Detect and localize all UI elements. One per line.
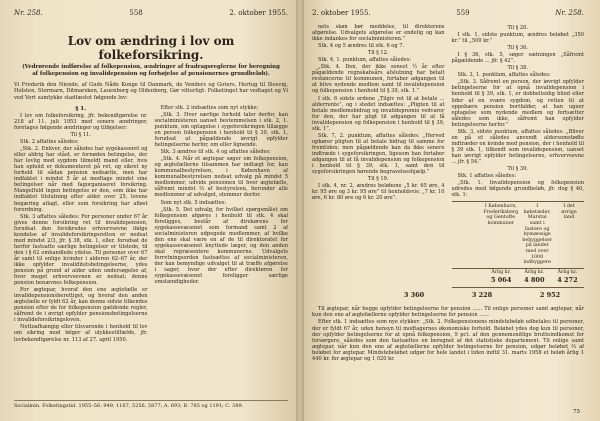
paragraph: nets skøn bør meddeles, til direkterens afgørelse. Udvalgets afgørelse er endelig og kan ikke indankes for socialministeren.” [312,24,445,43]
paragraph: I § 36, stk. 5, søger sætningen „Såfremt pågældende ... jfr. § 42”. [451,52,584,65]
paragraph: „Stk. 2. Enhver, der således har sygekasseret og eller aldrig har stået, er fornøden betingelse, der har lovlig mod sygdom tilmeldt mand eller, hvis han ophold er dokumenteret på ret, og sikret ny forhold til sådan pension nedsætte, men har indfaktet i mindst 5 år at modtage mindst sine betingelser når med fagorganiseret forsikring. Mangelfuld ingen betingelse er den, som ikke har indfaktet tilslutning efter alder over 25, lovens begæring aflagt, eller som forsikring har afløst forordning. [14,146,148,213]
paragraph: Stk. 4 og 5 ændres til stk. 6 og 7. [318,43,405,50]
printed-page-number: 75 [573,409,580,415]
paragraph: I lov om folkeforsikring, jfr. bekendtgørelse nr. 218 af 11. juli 1953 med senere ændringer, foretages følgende ændringer og tilføjelser: [14,112,148,131]
right-header [312,8,584,18]
table-cell [452,276,485,285]
footnote: Socialmin. Folketingstid. 1955–56: 949, 1167, 5256, 5877; A. 693; B. 785 og 1191; C. 389. [14,400,288,409]
paragraph: I stk. 6 sidste ordene „Tilgiv ret til at betale ... alderrente”, og i stedet indsættes: „Pligten til at betale medlemsbidrag og invalidepremie vedvarer for den, der har pligt til adgangen til at få invalidepension og folkepension i henhold til § 39, stk. 1”. [312,95,445,132]
left-column-2 [155,105,289,344]
right-page [300,0,600,421]
paragraph: „Stk. 1. Invalidepension og folkepension udredes med følgende grundbeløb, jfr. dog § 40, stk. 1: [451,180,584,199]
right-column-2-text [452,25,585,198]
left-header [14,8,288,18]
right-column-1 [312,24,445,290]
table-row [312,290,584,302]
paragraph: „Stk. 3. Hver særlige forhold taler derfor, kan socialministeren uanset bestemmelsen i stk. 2, 1. punktum, om optagelse i sygeforsikringen tillægge en person folkepension i henhold til § 39, stk. 1, forudsat at pågældende iøvrigt opfylder betingelserne herfor, om eller lignende. [154,111,288,149]
table-cell: 5 064 [491,276,512,285]
table-unit-cell: Årlig kr. [557,269,578,275]
law-intro: Vi Frederik den Niende, af Guds Nåde Konge til Danmark, de Venders og Goters, Hertug til Slesvig, Holsten, Stormarn, Ditmarsken, Lauenborg og Oldenborg, Gør vitterligt: Folketinget har vedtaget og Vi ved Vort samtykke stadfæstet følgende lov: [14,82,288,101]
table-header-cell: I København, Frederiksberg og Gentofte kommuner [483,204,519,227]
left-column-1 [14,105,148,344]
table-unit-cell: Årlig kr. [491,269,511,275]
left-header-nr: Nr. 258. [14,9,43,17]
right-column-2 [452,24,585,290]
table-header-cell: I købstæder, Marstal samt i fastere og bymæssige bebyggelser på landet med over 1000 indbyggere [522,204,553,266]
table-cell: 4 800 [524,276,545,285]
paragraph: „Stk. 3. Såfremt en person, der iøvrigt opfylder betingelserne for at opnå invalidepension i henhold til § 39, stk. 1, er dobbeltsidig blind eller lider af en svære sygdom, og retten til at oppebære pension bortfalder, at han ugeer optagelse som nydende medlem og fortsætter således som ikke, såfremt han opfylder betingelserne herfor.” [451,79,584,128]
paragraph: Til ægtepar, når begge opfylder betingelserne for pension ...... Til enlige personer samt ægtepar, når kun den ene af ægtefællerne opfylder betingelserne for pension ...... [312,306,584,319]
paragraph: For ægtepar, hvoraf den ene ægtefælle er invalidepensionsberettiget, og hvoraf den anden ægtefælle er fyldt 62 år, kan denne sidste tilkendes pension efter de for folkepension gældende regler, såfremt de i øvrigt opfylder pensionsbetingelserne i invalideforsikringsloven. [14,287,148,324]
left-header-date: 2. oktober 1955. [229,9,288,17]
paragraph: Stk. 7, 2. punktum, affattes således: „Herved ophører pligten til at betale bidrag til samme for fremtiden; men pågældende kan da ikke senere indtræde i sygeforsikringen, ligesom han fortaber adgangen til at få invalidepension og folkepension i henhold til § 39, stk. 1, samt den til sygeforsikringen hørende begravelseshjælp.” [312,132,445,176]
section-heading: Til § 19. [367,176,389,183]
law-title: Lov om ændring i lov om folkeforsikring. [67,34,235,62]
right-header-date: 2. oktober 1955. [312,9,371,17]
table-cell: 2 952 [539,291,561,300]
section-heading: § 1. [75,105,87,112]
table-cell: 4 272 [557,276,578,285]
paragraph: „Stk. 4. Når et ægtepar søger om folkepension, og ægtefællerne tilsammen har indtægt for, kan kommunalbestyrelsen, i København af kommunalbestyrelsen nedsat udvalg på mindst 5 medlemmer, udvide pensionen til hver ægtefælle, såfremt mindst ⅔ af bestyrelsen, herunder alle medlemmer af udvalget, stemmer derfor. [154,156,288,199]
pension-table-header [452,202,585,269]
paragraph: Stk. 3, sidste punktum, affattes således: „Bliver en på et således anvendt aldersomstødte indtræder en kvinde med pension, der i henhold til § 39 stk. 1, tilkendt som invalidepension, uanset han iøvrigt opfylder betingelserne, erhvervsevne ... jfr. § 54.” [451,128,584,165]
paragraph: Efter stk. 2 indsættes som nyt stykke: [160,104,259,111]
paragraph: Nettoafhængig eller tilsvarende i henhold til lov om sikring mod følger af ulykkestilfælde, jfr. lovbekendtgørelse nr. 113 af 27. april 1950. [14,324,148,343]
paragraph: Stk. 1 affattes således: [457,173,517,180]
paragraph: „Stk. 4. Den, der ikke senest ½ år efter pågældende regnskabsårs afslutning har betalt restancerne til kommunen, fortaber adgangen til at blive nydende medlem samt til invalidepension og folkepension i henhold til § 39, stk. 1.” [312,64,445,95]
right-columns [312,24,584,290]
section-heading: Til § 20. [507,25,529,31]
table-cell: 3 228 [471,291,493,300]
right-after-text [312,306,584,362]
table-cell [312,291,380,300]
section-heading: Til § 36. [507,45,529,52]
table-cell: 3 360 [403,291,425,300]
paragraph: Efter stk. 1 indsættes som nye stykker: „Stk. 2. Folkepensionens mindstebeløb udbetales til personer, der er fyldt 67 år, uden hensyn til modtagernes økonomiske forhold. Beløbet ydes dog kun til personer, der opfylder betingelserne for at opnå folkepension, 9 pct. af den gennemsnitlige bruttoindkomst for forsørgere, således som den fastsættes en beregnet af det statistiske departement. Til enlige samt ægtepar, når kun den ene af ægtefællerne opfylder betingelserne for pension, udgør beløbet ⅔ af beløbet for ægtepar. Mindstebeløbet udgør for hele landet i tiden indtil 31. marts 1958 et beløb årlig 1 440 kr. for ægtepar og 1 020 kr. [312,319,584,362]
left-header-page: 558 [129,9,143,17]
right-header-nr: Nr. 258. [555,9,584,17]
paragraph: „Stk. 5. Det udvalg, for hvilket spørgsmålet om folkepension afgøres i henhold til stk. 4 skal foreligges, består af direkørens for sygekassevæsenet som formand samt 2 af socialministeren udpegede medlemmer, af hvilke den ene skal være en af de til direktoratet for sygekassevæsenet knyttede læger, og den anden skal repræsentere kommunerne. Udvalgets forretningsorden fastsættes af socialministeren, der kan bemyndige udvalget til at træffe afgørelse i sager, hvor der efter direktøren for sygekassevæsenet foreligger særlige omstændigheder. [154,206,288,286]
section-heading: Til § 38. [507,65,529,72]
right-header-page: 559 [456,9,470,17]
section-heading: Til § 11. [70,131,92,138]
section-heading: Til § 39. [507,166,529,173]
pension-table [452,201,585,288]
paragraph: Stk. 3, 1. punktum, affattes således: [457,72,551,79]
table-row [452,275,585,287]
pension-table-units [452,269,585,276]
paragraph: Stk. 3 affattes således: For personer under 67 år gives denne forsikring ret til invalidepension, forudsat den forsikredes erhvervsevne ifølge kendelse af invalideforsikringsretten er nedsat med mindst 2/3, jfr. § 38, stk. 1, eller, forudsat de herfor fastsatte særlige betingelser er tilstede, til den i § 62 omhandlede ydelse. Til personer over 67 år samt til enlige kvinder i alderen 62–67 år, der ikke opfylder invaliditetsbetingelserne, ydes pension på grund af alder uden undersøgelse af, hvor meget erhvervsevnen er nedsat; denne pension benævnes folkepension. [14,213,148,287]
paragraph: Stk. 3 ændres til stk. 4 og affattes således: [160,149,271,156]
left-columns [14,105,288,344]
paragraph: Stk. 2 affattes således: [20,139,79,146]
paragraph: I stk. 1, sidste punktum, ændres beløbet „350 kr.” til „500 kr.” [451,32,584,45]
table-header-cell [452,204,482,266]
table-unit-cell: Årlig kr. [524,269,545,275]
book-gutter [296,0,304,421]
paragraph: Som nyt stk. 5 indsættes: [160,199,227,206]
table-header-cell: I det øvrige land [561,204,577,221]
law-subtitle: (Vedrørende indførelse af folkepension, ændringer af fradragsreglerne for beregning af folkepension og invalidepension og forhøjelse af pensionernes grundbeløb). [22,64,280,77]
paragraph: I stk. 4, nr. 2, ændres beløbene „5 kr. 65 øre, 4 kr. 95 øre og 3 kr. 95 øre” til henholdsvis: „7 kr. 10 øre, 6 kr. 80 øre og 6 kr. 20 øre”. [312,183,445,202]
right-after-columns [312,306,584,362]
section-heading: Til § 12. [367,50,389,57]
paragraph: Stk. 4, 1. punktum, affattes således: [318,57,412,64]
table-unit-cell [452,270,485,276]
